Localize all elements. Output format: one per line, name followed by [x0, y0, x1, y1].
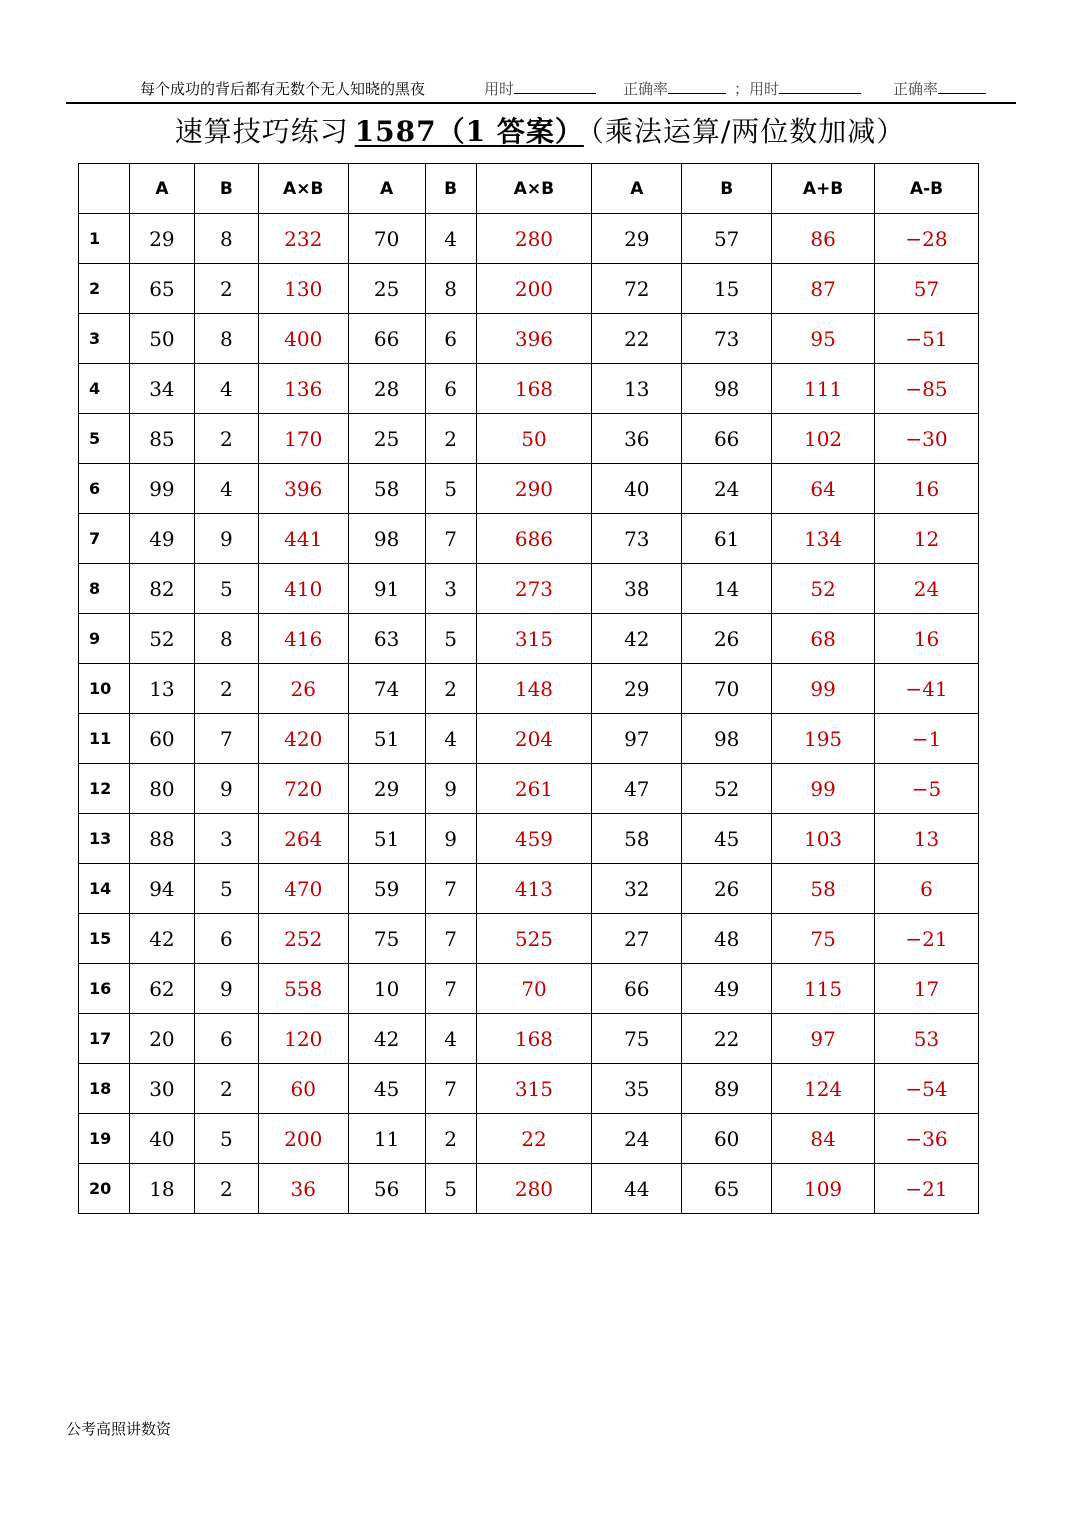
- operand-cell: 5: [194, 1114, 258, 1164]
- operand-cell: 2: [194, 264, 258, 314]
- operand-cell: 32: [592, 864, 682, 914]
- answer-cell: 52: [772, 564, 875, 614]
- column-header: A-B: [875, 164, 979, 214]
- answer-cell: 200: [258, 1114, 348, 1164]
- operand-cell: 75: [348, 914, 425, 964]
- operand-cell: 58: [592, 814, 682, 864]
- operand-cell: 60: [682, 1114, 772, 1164]
- answer-cell: 200: [476, 264, 592, 314]
- row-number: 3: [79, 314, 130, 364]
- operand-cell: 52: [129, 614, 194, 664]
- operand-cell: 80: [129, 764, 194, 814]
- row-number: 9: [79, 614, 130, 664]
- operand-cell: 4: [194, 464, 258, 514]
- table-row: [79, 1014, 979, 1064]
- operand-cell: 73: [682, 314, 772, 364]
- answer-cell: −85: [875, 364, 979, 414]
- row-number: 18: [79, 1064, 130, 1114]
- answer-cell: 204: [476, 714, 592, 764]
- answer-cell: 396: [476, 314, 592, 364]
- operand-cell: 24: [682, 464, 772, 514]
- answer-cell: −51: [875, 314, 979, 364]
- answer-cell: 103: [772, 814, 875, 864]
- row-number: 5: [79, 414, 130, 464]
- operand-cell: 26: [682, 864, 772, 914]
- answer-cell: 86: [772, 214, 875, 264]
- separator: ；: [734, 80, 750, 98]
- table-row: [79, 514, 979, 564]
- answer-cell: 26: [258, 664, 348, 714]
- operand-cell: 2: [194, 664, 258, 714]
- answer-cell: −21: [875, 914, 979, 964]
- answer-cell: 111: [772, 364, 875, 414]
- operand-cell: 7: [425, 864, 476, 914]
- table-row: [79, 764, 979, 814]
- answer-cell: −21: [875, 1164, 979, 1214]
- answer-cell: 124: [772, 1064, 875, 1114]
- operand-cell: 15: [682, 264, 772, 314]
- operand-cell: 75: [592, 1014, 682, 1064]
- operand-cell: 22: [682, 1014, 772, 1064]
- answer-cell: −41: [875, 664, 979, 714]
- answer-cell: 68: [772, 614, 875, 664]
- answer-cell: 148: [476, 664, 592, 714]
- operand-cell: 51: [348, 714, 425, 764]
- column-header: A×B: [476, 164, 592, 214]
- answer-cell: 280: [476, 1164, 592, 1214]
- answer-cell: 459: [476, 814, 592, 864]
- operand-cell: 35: [592, 1064, 682, 1114]
- answer-cell: 170: [258, 414, 348, 464]
- answer-cell: 57: [875, 264, 979, 314]
- answer-cell: 22: [476, 1114, 592, 1164]
- operand-cell: 6: [425, 314, 476, 364]
- answer-cell: 416: [258, 614, 348, 664]
- table-row: [79, 964, 979, 1014]
- answer-cell: 525: [476, 914, 592, 964]
- operand-cell: 42: [592, 614, 682, 664]
- answer-cell: 280: [476, 214, 592, 264]
- operand-cell: 48: [682, 914, 772, 964]
- answer-cell: −1: [875, 714, 979, 764]
- row-number: 16: [79, 964, 130, 1014]
- title-suffix: （乘法运算/两位数加减）: [589, 115, 906, 148]
- operand-cell: 6: [425, 364, 476, 414]
- operand-cell: 2: [425, 664, 476, 714]
- column-header: A: [592, 164, 682, 214]
- answer-cell: 290: [476, 464, 592, 514]
- answer-cell: 134: [772, 514, 875, 564]
- operand-cell: 65: [129, 264, 194, 314]
- operand-cell: 42: [129, 914, 194, 964]
- operand-cell: 66: [592, 964, 682, 1014]
- operand-cell: 7: [425, 1064, 476, 1114]
- operand-cell: 30: [129, 1064, 194, 1114]
- answer-cell: 58: [772, 864, 875, 914]
- operand-cell: 4: [425, 714, 476, 764]
- operand-cell: 4: [194, 364, 258, 414]
- operand-cell: 44: [592, 1164, 682, 1214]
- operand-cell: 29: [348, 764, 425, 814]
- answer-cell: 420: [258, 714, 348, 764]
- operand-cell: 7: [425, 514, 476, 564]
- operand-cell: 40: [129, 1114, 194, 1164]
- operand-cell: 25: [348, 414, 425, 464]
- operand-cell: 66: [682, 414, 772, 464]
- answer-cell: 120: [258, 1014, 348, 1064]
- operand-cell: 98: [682, 714, 772, 764]
- operand-cell: 3: [425, 564, 476, 614]
- operand-cell: 2: [194, 414, 258, 464]
- operand-cell: 4: [425, 214, 476, 264]
- operand-cell: 70: [348, 214, 425, 264]
- answer-cell: 136: [258, 364, 348, 414]
- answer-cell: 470: [258, 864, 348, 914]
- operand-cell: 98: [348, 514, 425, 564]
- operand-cell: 65: [682, 1164, 772, 1214]
- operand-cell: 2: [425, 1114, 476, 1164]
- operand-cell: 97: [592, 714, 682, 764]
- operand-cell: 9: [194, 964, 258, 1014]
- answer-cell: 261: [476, 764, 592, 814]
- answer-cell: 400: [258, 314, 348, 364]
- operand-cell: 9: [425, 764, 476, 814]
- operand-cell: 5: [425, 1164, 476, 1214]
- operand-cell: 5: [194, 864, 258, 914]
- table-row: [79, 1064, 979, 1114]
- operand-cell: 13: [129, 664, 194, 714]
- accuracy-label-1: 正确率: [623, 80, 669, 98]
- column-header: B: [682, 164, 772, 214]
- row-number: 19: [79, 1114, 130, 1164]
- table-row: [79, 1164, 979, 1214]
- table-row: [79, 614, 979, 664]
- column-header: A: [129, 164, 194, 214]
- row-number: 10: [79, 664, 130, 714]
- answer-cell: −36: [875, 1114, 979, 1164]
- answer-cell: 99: [772, 764, 875, 814]
- operand-cell: 7: [425, 914, 476, 964]
- row-number: 1: [79, 214, 130, 264]
- answer-cell: 115: [772, 964, 875, 1014]
- row-number: 7: [79, 514, 130, 564]
- row-number: 13: [79, 814, 130, 864]
- row-number: 14: [79, 864, 130, 914]
- operand-cell: 66: [348, 314, 425, 364]
- time-blank-1[interactable]: [514, 79, 596, 94]
- operand-cell: 8: [194, 214, 258, 264]
- answer-cell: 396: [258, 464, 348, 514]
- table-row: [79, 364, 979, 414]
- operand-cell: 29: [592, 214, 682, 264]
- title-prefix: 速算技巧练习: [174, 115, 349, 148]
- operand-cell: 63: [348, 614, 425, 664]
- answer-cell: 232: [258, 214, 348, 264]
- operand-cell: 3: [194, 814, 258, 864]
- answer-cell: 99: [772, 664, 875, 714]
- operand-cell: 60: [129, 714, 194, 764]
- operand-cell: 10: [348, 964, 425, 1014]
- answer-cell: 60: [258, 1064, 348, 1114]
- table-row: [79, 564, 979, 614]
- answer-cell: 16: [875, 464, 979, 514]
- answer-cell: 24: [875, 564, 979, 614]
- operand-cell: 14: [682, 564, 772, 614]
- operand-cell: 91: [348, 564, 425, 614]
- answer-cell: −5: [875, 764, 979, 814]
- operand-cell: 22: [592, 314, 682, 364]
- answer-cell: 6: [875, 864, 979, 914]
- column-header: B: [194, 164, 258, 214]
- operand-cell: 88: [129, 814, 194, 864]
- operand-cell: 82: [129, 564, 194, 614]
- column-header: A: [348, 164, 425, 214]
- answer-cell: 97: [772, 1014, 875, 1064]
- row-number: 20: [79, 1164, 130, 1214]
- answer-cell: 410: [258, 564, 348, 614]
- operand-cell: 2: [194, 1164, 258, 1214]
- answer-cell: 720: [258, 764, 348, 814]
- operand-cell: 29: [129, 214, 194, 264]
- answer-cell: 686: [476, 514, 592, 564]
- answer-cell: 558: [258, 964, 348, 1014]
- accuracy-label-2: 正确率: [893, 80, 939, 98]
- table-row: [79, 1114, 979, 1164]
- row-number: 17: [79, 1014, 130, 1064]
- table-row: [79, 814, 979, 864]
- answer-cell: 17: [875, 964, 979, 1014]
- footer-text: 公考高照讲数资: [66, 1420, 172, 1438]
- answer-cell: 195: [772, 714, 875, 764]
- operand-cell: 24: [592, 1114, 682, 1164]
- answer-cell: 102: [772, 414, 875, 464]
- operand-cell: 28: [348, 364, 425, 414]
- operand-cell: 45: [348, 1064, 425, 1114]
- operand-cell: 70: [682, 664, 772, 714]
- operand-cell: 5: [425, 464, 476, 514]
- answer-cell: 50: [476, 414, 592, 464]
- operand-cell: 98: [682, 364, 772, 414]
- operand-cell: 4: [425, 1014, 476, 1064]
- answer-cell: 130: [258, 264, 348, 314]
- answer-cell: 12: [875, 514, 979, 564]
- operand-cell: 20: [129, 1014, 194, 1064]
- time-blank-2[interactable]: [779, 79, 861, 94]
- operand-cell: 29: [592, 664, 682, 714]
- operand-cell: 5: [425, 614, 476, 664]
- answer-cell: 168: [476, 364, 592, 414]
- operand-cell: 8: [194, 614, 258, 664]
- accuracy-blank-1[interactable]: [668, 79, 726, 94]
- operand-cell: 6: [194, 914, 258, 964]
- table-row: [79, 314, 979, 364]
- operand-cell: 11: [348, 1114, 425, 1164]
- operand-cell: 8: [425, 264, 476, 314]
- answer-cell: 64: [772, 464, 875, 514]
- operand-cell: 94: [129, 864, 194, 914]
- operand-cell: 99: [129, 464, 194, 514]
- answer-table: [78, 163, 979, 1214]
- answer-cell: 36: [258, 1164, 348, 1214]
- table-row: [79, 464, 979, 514]
- operand-cell: 62: [129, 964, 194, 1014]
- time-field-1[interactable]: [484, 78, 596, 99]
- table-row: [79, 264, 979, 314]
- operand-cell: 85: [129, 414, 194, 464]
- answer-cell: 264: [258, 814, 348, 864]
- answer-cell: 75: [772, 914, 875, 964]
- title-number: 1587（1 答案）: [354, 115, 584, 148]
- table-row: [79, 864, 979, 914]
- operand-cell: 2: [194, 1064, 258, 1114]
- accuracy-blank-2[interactable]: [938, 79, 986, 94]
- operand-cell: 58: [348, 464, 425, 514]
- answer-cell: 109: [772, 1164, 875, 1214]
- operand-cell: 56: [348, 1164, 425, 1214]
- operand-cell: 34: [129, 364, 194, 414]
- operand-cell: 7: [425, 964, 476, 1014]
- answer-cell: 315: [476, 1064, 592, 1114]
- operand-cell: 73: [592, 514, 682, 564]
- answer-cell: 441: [258, 514, 348, 564]
- table-row: [79, 214, 979, 264]
- row-number: 11: [79, 714, 130, 764]
- operand-cell: 36: [592, 414, 682, 464]
- operand-cell: 6: [194, 1014, 258, 1064]
- operand-cell: 45: [682, 814, 772, 864]
- operand-cell: 51: [348, 814, 425, 864]
- table-row: [79, 414, 979, 464]
- answer-cell: 95: [772, 314, 875, 364]
- answer-cell: 87: [772, 264, 875, 314]
- operand-cell: 50: [129, 314, 194, 364]
- table-header-row: [79, 164, 979, 214]
- operand-cell: 9: [425, 814, 476, 864]
- operand-cell: 42: [348, 1014, 425, 1064]
- table-row: [79, 664, 979, 714]
- answer-cell: 252: [258, 914, 348, 964]
- answer-cell: −28: [875, 214, 979, 264]
- row-number: 12: [79, 764, 130, 814]
- accuracy-field-2[interactable]: [893, 78, 986, 99]
- operand-cell: 57: [682, 214, 772, 264]
- operand-cell: 7: [194, 714, 258, 764]
- column-header: A+B: [772, 164, 875, 214]
- operand-cell: 25: [348, 264, 425, 314]
- time-label-2: 用时: [749, 80, 780, 98]
- operand-cell: 2: [425, 414, 476, 464]
- time-label-1: 用时: [484, 80, 515, 98]
- operand-cell: 18: [129, 1164, 194, 1214]
- row-number: 6: [79, 464, 130, 514]
- operand-cell: 61: [682, 514, 772, 564]
- row-number: 15: [79, 914, 130, 964]
- answer-cell: 315: [476, 614, 592, 664]
- operand-cell: 89: [682, 1064, 772, 1114]
- answer-cell: 53: [875, 1014, 979, 1064]
- operand-cell: 52: [682, 764, 772, 814]
- operand-cell: 47: [592, 764, 682, 814]
- answer-cell: 273: [476, 564, 592, 614]
- answer-cell: 84: [772, 1114, 875, 1164]
- page-title: [0, 110, 1080, 150]
- column-header: [79, 164, 130, 214]
- operand-cell: 72: [592, 264, 682, 314]
- table-row: [79, 714, 979, 764]
- operand-cell: 9: [194, 764, 258, 814]
- accuracy-field-1[interactable]: [623, 78, 726, 99]
- operand-cell: 13: [592, 364, 682, 414]
- operand-cell: 9: [194, 514, 258, 564]
- time-field-2[interactable]: [734, 78, 861, 99]
- operand-cell: 38: [592, 564, 682, 614]
- operand-cell: 8: [194, 314, 258, 364]
- answer-cell: 70: [476, 964, 592, 1014]
- operand-cell: 5: [194, 564, 258, 614]
- answer-cell: 13: [875, 814, 979, 864]
- operand-cell: 26: [682, 614, 772, 664]
- answer-cell: −30: [875, 414, 979, 464]
- operand-cell: 74: [348, 664, 425, 714]
- table-row: [79, 914, 979, 964]
- row-number: 8: [79, 564, 130, 614]
- operand-cell: 27: [592, 914, 682, 964]
- row-number: 4: [79, 364, 130, 414]
- column-header: B: [425, 164, 476, 214]
- column-header: A×B: [258, 164, 348, 214]
- header-motto: 每个成功的背后都有无数个无人知晓的黑夜: [140, 80, 426, 98]
- answer-cell: 16: [875, 614, 979, 664]
- operand-cell: 40: [592, 464, 682, 514]
- answer-cell: −54: [875, 1064, 979, 1114]
- row-number: 2: [79, 264, 130, 314]
- operand-cell: 49: [682, 964, 772, 1014]
- answer-cell: 168: [476, 1014, 592, 1064]
- operand-cell: 59: [348, 864, 425, 914]
- operand-cell: 49: [129, 514, 194, 564]
- answer-cell: 413: [476, 864, 592, 914]
